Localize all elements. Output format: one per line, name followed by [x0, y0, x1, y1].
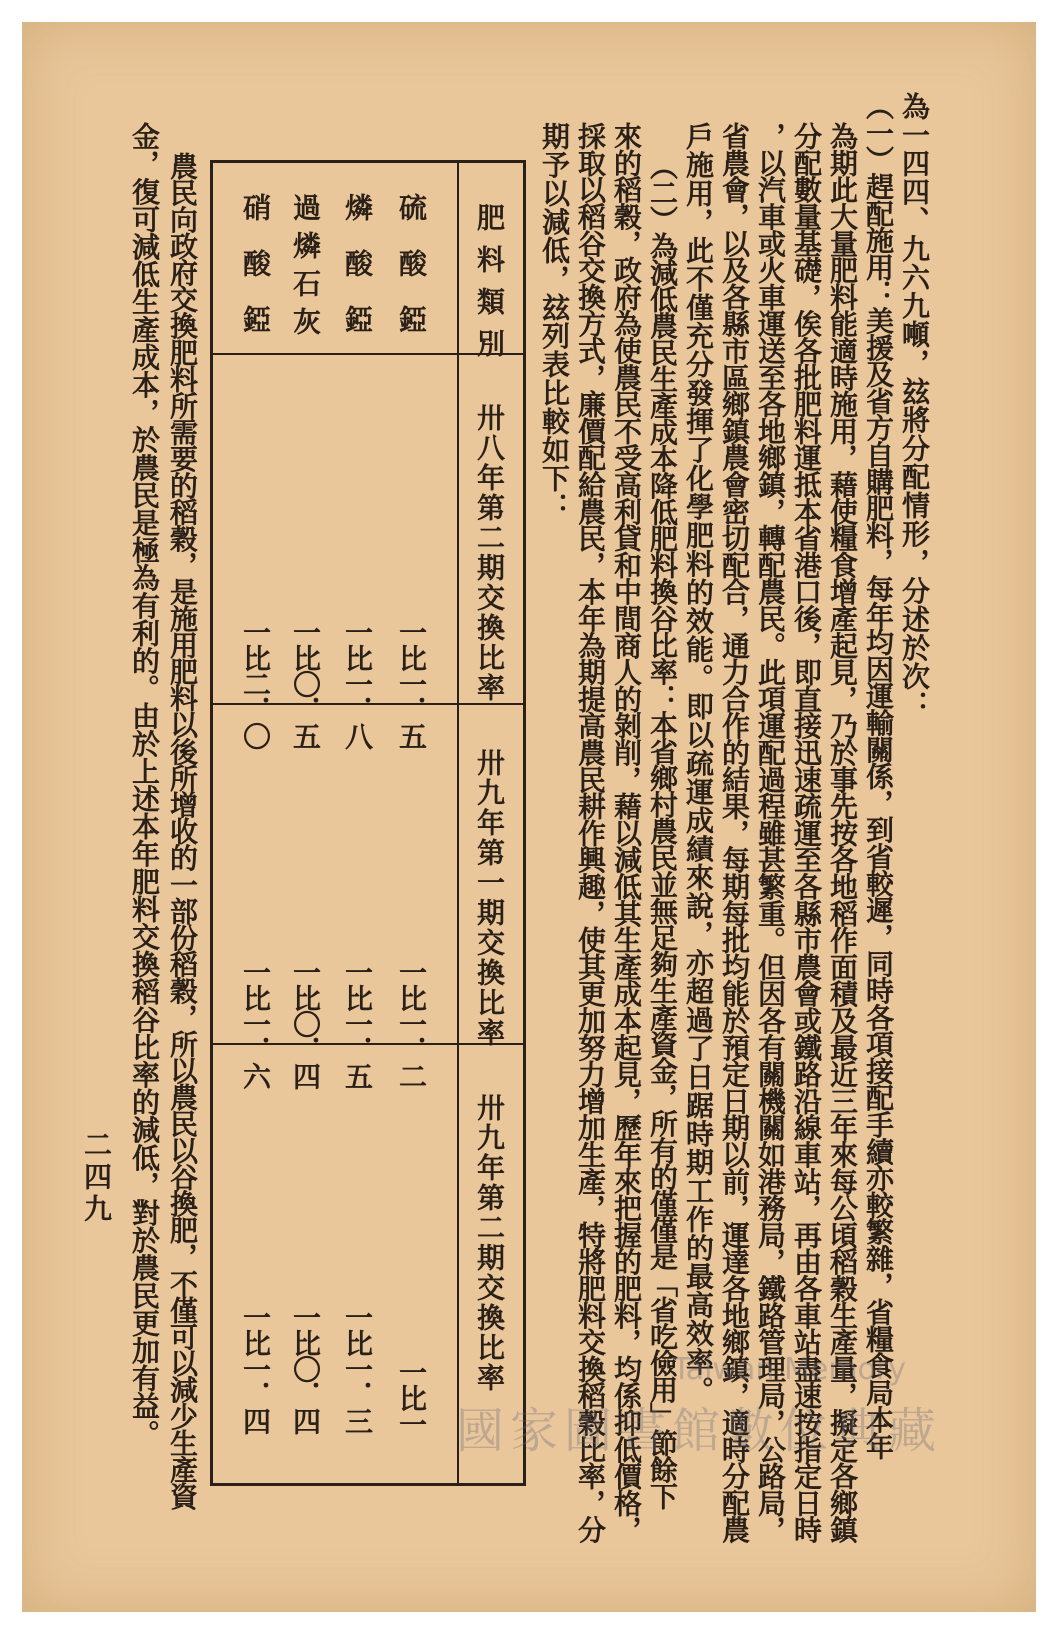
- body-line-10: 採取以稻谷交換方式，廉價配給農民，本年為期提高農民耕作興趣，使其更加努力增加生產，特將肥料交換稻穀比率，分: [574, 122, 607, 1543]
- ratio-value: 一比一．二: [395, 958, 428, 1088]
- watermark-english: Taiwan Memory: [672, 1352, 906, 1387]
- fertilizer-name: 硫酸錏: [395, 193, 428, 361]
- table-header-col-1: 卅八年第二期交換比率: [473, 403, 506, 703]
- body-line-11: 期予以減低，玆列表比較如下：: [538, 122, 571, 521]
- ratio-value: 一比一．三: [341, 1303, 374, 1433]
- body-line-8: （二）為減低農民生產成本降低肥料換谷比率：本省鄉村農民並無足夠生產資金，所有的僅僅是「省吃儉用」節餘下: [646, 152, 679, 1509]
- table-header-label: 肥料類別: [473, 203, 506, 371]
- ratio-value: 一比〇．四: [289, 958, 322, 1088]
- body-line-7: 戶施用，此不僅充分發揮了化學肥料的效能。即以疏運成績來說，亦超過了日踞時期工作的最高效率。: [682, 122, 715, 1405]
- ratio-value: 一比〇．五: [289, 618, 322, 748]
- fertilizer-exchange-table: [210, 160, 526, 1486]
- ratio-value: 一比一．五: [395, 618, 428, 748]
- body-line-1: 為一四四、九六九噸，玆將分配情形，分述於次：: [898, 92, 931, 719]
- body-line-3: 為期此大量肥料能適時施用，藉使糧食增產起見，乃於事先按各地稻作面積及最近三年來每公頃稻穀生產量，擬定各鄉鎮: [826, 122, 859, 1543]
- after-line-1: 農民向政府交換肥料所需要的稻穀，是施用肥料以後所增收的一部份稻穀，所以農民以谷換肥，不僅可以減少生產資: [166, 152, 199, 1509]
- ratio-value: 一比一．五: [341, 958, 374, 1088]
- body-line-9: 來的稻穀，政府為使農民不受高利貸和中間商人的剝削，藉以減低其生產成本起見，歷年來把握的肥料，均係抑低價格，: [610, 122, 643, 1543]
- body-line-5: ，以汽車或火車運送至各地鄉鎮，轉配農民。此項運配過程雖甚繁重。但因各有關機關如港務局，鐵路管理局，公路局，: [754, 122, 787, 1543]
- fertilizer-name: 硝酸錏: [239, 193, 272, 361]
- ratio-value: 一比一．四: [239, 1303, 272, 1433]
- table-header-col-3: 卅九年第二期交換比率: [473, 1093, 506, 1393]
- table-header-col-2: 卅九年第一期交換比率: [473, 748, 506, 1048]
- document-page: [22, 22, 1036, 1612]
- ratio-value: 一比一．六: [239, 958, 272, 1088]
- watermark-chinese: 國家圖書館數位典藏: [455, 1403, 942, 1459]
- body-line-4: 分配數量基礎，俟各批肥料運抵本省港口後，即直接迅速疏運至各縣市農會或鐵路沿線車站，再由各車站盡速按指定日時: [790, 122, 823, 1543]
- ratio-value: 一比一．八: [341, 618, 374, 748]
- fertilizer-name: 過燐石灰: [289, 193, 322, 345]
- ratio-value: 一比〇．四: [289, 1303, 322, 1433]
- ratio-value: 一比一: [395, 1358, 428, 1436]
- body-line-2: （一）趕配施用：美援及省方自購肥料，每年均因運輸關係，到省較遲，同時各項接配手續亦較繁雜，省糧食局本年: [862, 92, 895, 1459]
- fertilizer-name: 燐酸錏: [341, 193, 374, 361]
- body-line-6: 省農會，以及各縣市區鄉鎮農會密切配合，通力合作的結果，每期每批均能於預定日期以前，運達各地鄉鎮，適時分配農: [718, 122, 751, 1543]
- after-line-2: 金，復可減低生產成本，於農民是極為有利的。由於上述本年肥料交換稻谷比率的減低，對於農民更加有益。: [128, 122, 161, 1447]
- page-number: 二四九: [80, 1130, 113, 1226]
- ratio-value: 一比二．〇: [239, 618, 272, 748]
